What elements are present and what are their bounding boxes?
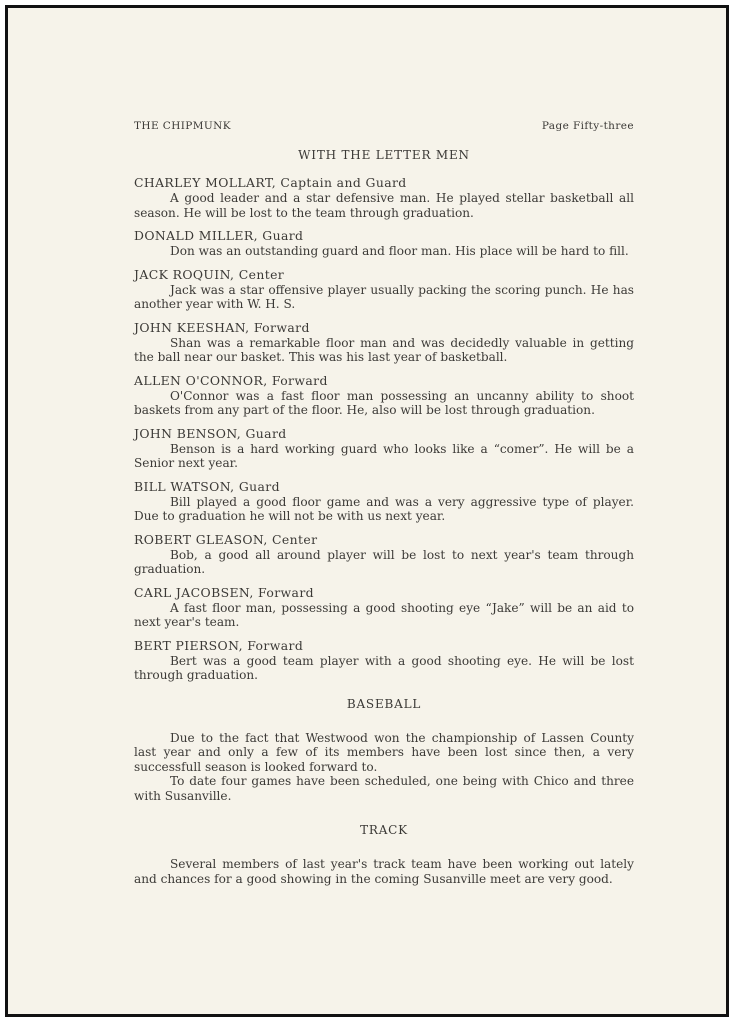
player-description: Bill played a good floor game and was a very aggressive type of player. Due to graduation he will not be with us next year.	[134, 494, 634, 523]
player-entry	[134, 174, 634, 220]
player-name: ROBERT GLEASON, Center	[134, 531, 318, 547]
track-section	[134, 823, 634, 886]
player-name: CHARLEY MOLLART, Captain and Guard	[134, 175, 407, 190]
baseball-paragraph: Due to the fact that Westwood won the championship of Lassen County last year and only a few of its members have been lost since then, a very successfull season is looked forward to.	[134, 730, 634, 774]
player-name: JACK ROQUIN, Center	[134, 266, 285, 282]
player-list	[134, 174, 634, 683]
player-entry	[134, 266, 634, 312]
track-heading: TRACK	[360, 823, 408, 837]
baseball-section	[134, 697, 634, 804]
player-name: BILL WATSON, Guard	[134, 478, 280, 494]
running-header	[134, 120, 634, 132]
yearbook-page	[134, 120, 634, 886]
player-description: Shan was a remarkable floor man and was decidedly valuable in getting the ball near our basket. This was his last year of basketball.	[134, 335, 634, 364]
baseball-paragraph: To date four games have been scheduled, one being with Chico and three with Susanville.	[134, 774, 634, 803]
player-description: Don was an outstanding guard and floor man. His place will be hard to fill.	[170, 244, 629, 258]
player-name: BERT PIERSON, Forward	[134, 637, 304, 653]
player-description: O'Connor was a fast floor man possessing an uncanny ability to shoot baskets from any part of the floor. He, also will be lost through graduation.	[134, 388, 634, 417]
player-description: Benson is a hard working guard who looks like a “comer”. He will be a Senior next year.	[134, 441, 634, 470]
player-entry	[134, 637, 634, 683]
player-name: JOHN KEESHAN, Forward	[134, 319, 310, 335]
player-entry	[134, 227, 634, 259]
player-description: A good leader and a star defensive man. He played stellar basketball all season. He will be lost to the team through graduation.	[134, 191, 634, 220]
page-frame	[5, 5, 729, 1017]
player-entry	[134, 425, 634, 471]
player-name: DONALD MILLER, Guard	[134, 228, 304, 243]
player-entry	[134, 319, 634, 365]
player-name: CARL JACOBSEN, Forward	[134, 584, 314, 600]
publication-title: THE CHIPMUNK	[134, 120, 231, 132]
player-description: Bert was a good team player with a good shooting eye. He will be lost through graduation.	[134, 653, 634, 682]
player-entry	[134, 372, 634, 418]
player-description: Jack was a star offensive player usually packing the scoring punch. He has another year with W. H. S.	[134, 282, 634, 311]
player-name: JOHN BENSON, Guard	[134, 425, 287, 441]
player-entry	[134, 531, 634, 577]
player-entry	[134, 584, 634, 630]
track-paragraph: Several members of last year's track team have been working out lately and chances for a good showing in the coming Susanville meet are very good.	[134, 857, 634, 886]
page-number: Page Fifty-three	[541, 120, 634, 132]
player-description: Bob, a good all around player will be lost to next year's team through graduation.	[134, 547, 634, 576]
player-name: ALLEN O'CONNOR, Forward	[134, 372, 328, 388]
player-description: A fast floor man, possessing a good shooting eye “Jake” will be an aid to next year's team.	[134, 600, 634, 629]
letter-men-heading: WITH THE LETTER MEN	[298, 148, 470, 162]
player-entry	[134, 478, 634, 524]
baseball-heading: BASEBALL	[346, 696, 422, 711]
